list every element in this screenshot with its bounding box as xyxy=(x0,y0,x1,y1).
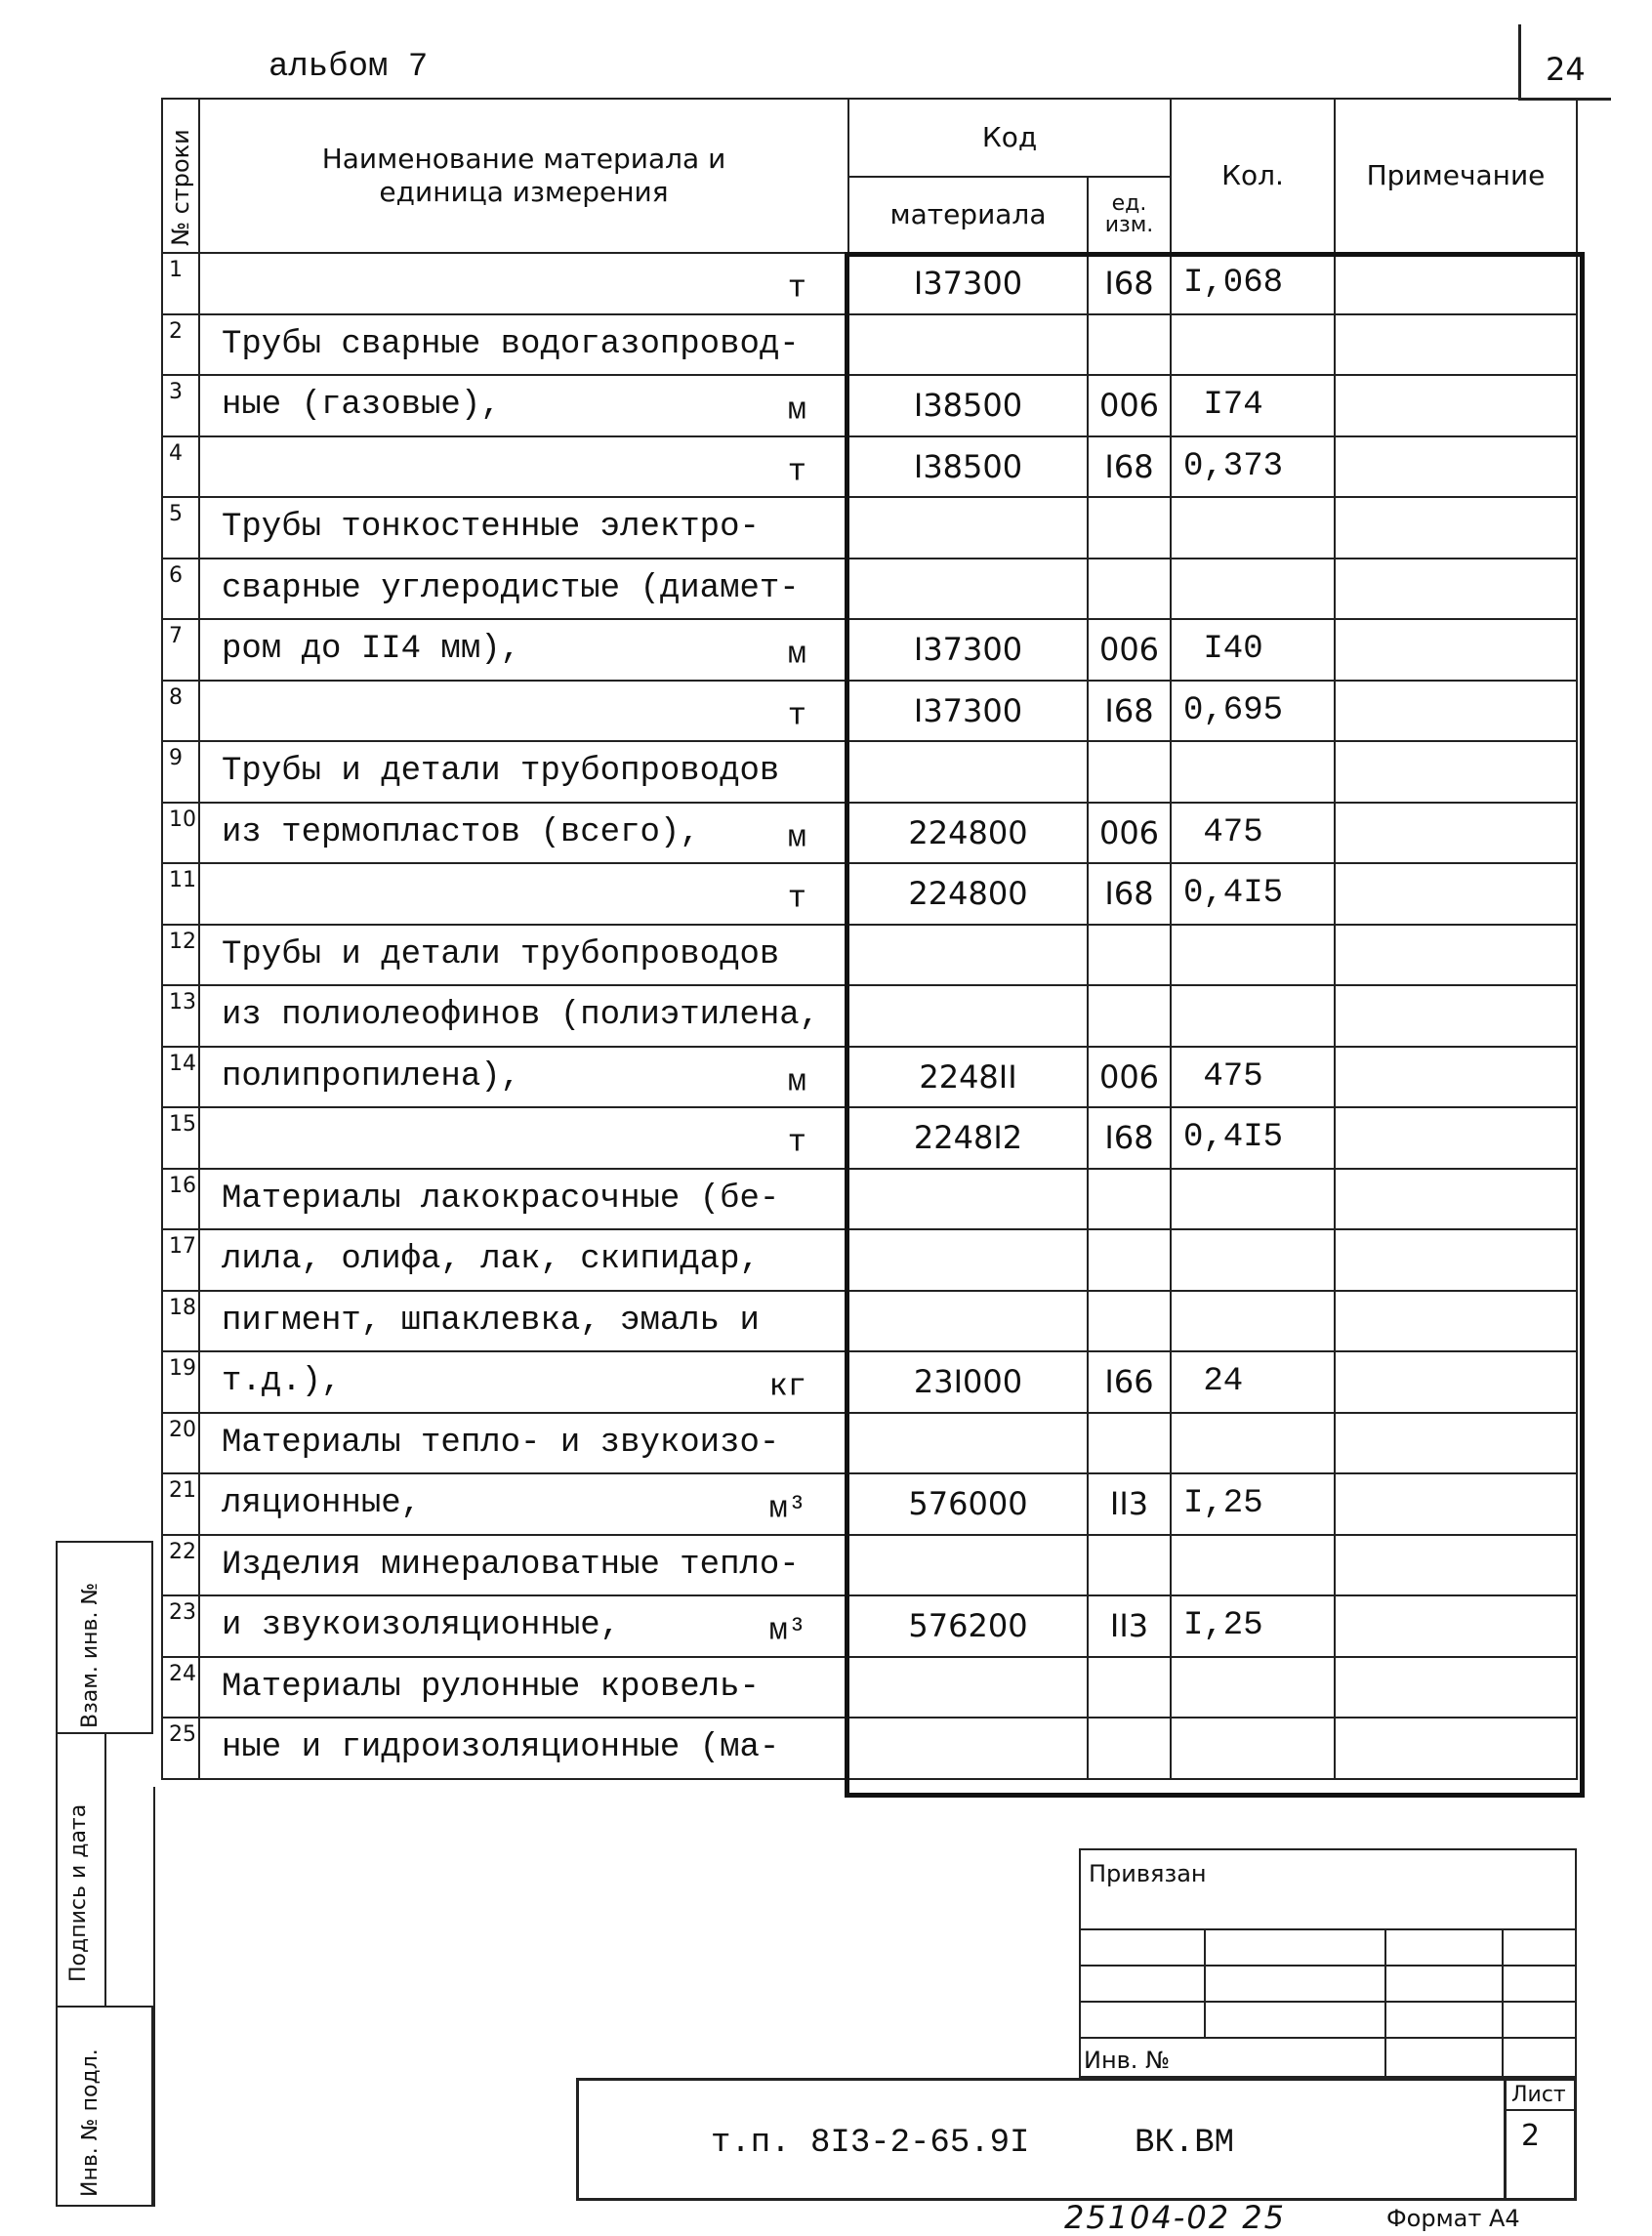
unit-code xyxy=(1088,1718,1171,1779)
row-number: 15 xyxy=(162,1107,199,1169)
table-row xyxy=(162,925,1577,986)
header-qty-label: Кол. xyxy=(1221,159,1284,191)
unit-label: т xyxy=(787,453,806,490)
material-code xyxy=(848,1291,1088,1352)
inv-no-label: Инв. № xyxy=(1084,2047,1171,2074)
sheet-label: Лист xyxy=(1511,2083,1566,2107)
unit-code: I66 xyxy=(1088,1351,1171,1413)
quantity: I40 xyxy=(1171,619,1335,681)
unit-code: II3 xyxy=(1088,1595,1171,1657)
quantity xyxy=(1171,985,1335,1047)
material-name-cell xyxy=(199,803,848,864)
row-number: 7 xyxy=(162,619,199,681)
row-number: 12 xyxy=(162,925,199,986)
quantity: 475 xyxy=(1171,803,1335,864)
table-row xyxy=(162,741,1577,803)
quantity xyxy=(1171,314,1335,376)
note xyxy=(1335,681,1577,742)
row-number: 17 xyxy=(162,1229,199,1291)
unit-code: II3 xyxy=(1088,1473,1171,1535)
quantity xyxy=(1171,1413,1335,1474)
note xyxy=(1335,1169,1577,1230)
material-name-cell xyxy=(199,681,848,742)
unit-code xyxy=(1088,1535,1171,1596)
material-code: 576200 xyxy=(848,1595,1088,1657)
handwritten-doc-code: 25104-02 25 xyxy=(1064,2199,1286,2236)
quantity: I74 xyxy=(1171,375,1335,436)
document-designation: т.п. 8I3-2-65.9I xyxy=(711,2125,1030,2162)
note xyxy=(1335,741,1577,803)
unit-label: м xyxy=(787,1063,806,1100)
table-row xyxy=(162,1169,1577,1230)
table-row xyxy=(162,1107,1577,1169)
header-code-material-label: материала xyxy=(889,198,1047,230)
page-number: 24 xyxy=(1546,51,1586,88)
material-name-cell xyxy=(199,375,848,436)
header-row-no xyxy=(162,99,199,253)
note xyxy=(1335,1047,1577,1108)
row-number: 23 xyxy=(162,1595,199,1657)
table-row xyxy=(162,863,1577,925)
header-code-unit xyxy=(1088,177,1171,253)
note xyxy=(1335,253,1577,314)
row-number: 2 xyxy=(162,314,199,376)
unit-code: I68 xyxy=(1088,863,1171,925)
note xyxy=(1335,1413,1577,1474)
quantity xyxy=(1171,497,1335,559)
row-number: 4 xyxy=(162,436,199,498)
note xyxy=(1335,985,1577,1047)
note xyxy=(1335,1535,1577,1596)
quantity: 24 xyxy=(1171,1351,1335,1413)
header-qty xyxy=(1171,99,1335,253)
material-code xyxy=(848,925,1088,986)
material-name-cell xyxy=(199,1229,848,1291)
sheet-number: 2 xyxy=(1521,2119,1541,2153)
material-name-cell xyxy=(199,1047,848,1108)
header-name xyxy=(199,99,848,253)
material-name-cell xyxy=(199,253,848,314)
quantity xyxy=(1171,1229,1335,1291)
quantity xyxy=(1171,1657,1335,1718)
material-name-cell xyxy=(199,1169,848,1230)
material-name-cell xyxy=(199,619,848,681)
material-code xyxy=(848,1413,1088,1474)
material-name: Трубы и детали трубопроводов xyxy=(222,753,780,791)
unit-code xyxy=(1088,1169,1171,1230)
material-code xyxy=(848,985,1088,1047)
note xyxy=(1335,1657,1577,1718)
row-number: 25 xyxy=(162,1718,199,1779)
material-code: I37300 xyxy=(848,619,1088,681)
unit-label: т xyxy=(787,880,806,917)
format-label: Формат А4 xyxy=(1386,2205,1520,2232)
quantity: 475 xyxy=(1171,1047,1335,1108)
sidebar-inv-label: Инв. № подл. xyxy=(78,2049,103,2197)
material-name: Материалы рулонные кровель- xyxy=(222,1668,760,1706)
material-name: и звукоизоляционные, xyxy=(222,1607,621,1645)
material-name-cell xyxy=(199,1535,848,1596)
sheet-label-line xyxy=(1504,2109,1577,2111)
unit-label: м³ xyxy=(768,1612,806,1649)
unit-code xyxy=(1088,1657,1171,1718)
row-number: 22 xyxy=(162,1535,199,1596)
material-code: 224800 xyxy=(848,803,1088,864)
row-number: 9 xyxy=(162,741,199,803)
unit-code: I68 xyxy=(1088,436,1171,498)
privyazan-label: Привязан xyxy=(1089,1860,1207,1887)
row-number: 6 xyxy=(162,559,199,620)
quantity xyxy=(1171,741,1335,803)
material-code xyxy=(848,1229,1088,1291)
material-code: 224800 xyxy=(848,863,1088,925)
note xyxy=(1335,863,1577,925)
material-code xyxy=(848,559,1088,620)
note xyxy=(1335,1718,1577,1779)
header-row-no-label: № строки xyxy=(167,129,194,246)
row-number: 24 xyxy=(162,1657,199,1718)
row-number: 11 xyxy=(162,863,199,925)
unit-code xyxy=(1088,314,1171,376)
album-label: альбом 7 xyxy=(268,49,429,86)
note xyxy=(1335,436,1577,498)
material-code xyxy=(848,1535,1088,1596)
table-row xyxy=(162,1535,1577,1596)
material-name-cell xyxy=(199,559,848,620)
material-code: 2248I2 xyxy=(848,1107,1088,1169)
material-name-cell xyxy=(199,925,848,986)
sidebar-vzam-label: Взам. инв. № xyxy=(78,1582,103,1728)
top-vertical-line xyxy=(1518,24,1521,101)
material-code: 576000 xyxy=(848,1473,1088,1535)
unit-label: т xyxy=(787,269,806,307)
unit-label: т xyxy=(787,1124,806,1161)
sidebar-podpis-label: Подпись и дата xyxy=(66,1803,91,1982)
material-code: I37300 xyxy=(848,253,1088,314)
row-number: 5 xyxy=(162,497,199,559)
row-number: 3 xyxy=(162,375,199,436)
material-name: ные (газовые), xyxy=(222,387,501,425)
unit-code xyxy=(1088,741,1171,803)
note xyxy=(1335,1351,1577,1413)
table-row xyxy=(162,1413,1577,1474)
material-name-cell xyxy=(199,1473,848,1535)
unit-label: м xyxy=(787,819,806,856)
sidebar-frame-line xyxy=(153,1787,155,2207)
note xyxy=(1335,1291,1577,1352)
header-note xyxy=(1335,99,1577,253)
material-name: ром до II4 мм), xyxy=(222,631,521,669)
unit-code: 006 xyxy=(1088,619,1171,681)
table-row xyxy=(162,681,1577,742)
material-name-cell xyxy=(199,1413,848,1474)
table-row xyxy=(162,803,1577,864)
unit-label: м³ xyxy=(768,1490,806,1527)
note xyxy=(1335,1595,1577,1657)
material-name: Трубы и детали трубопроводов xyxy=(222,935,780,973)
row-number: 20 xyxy=(162,1413,199,1474)
header-code xyxy=(848,99,1171,177)
header-name-label: Наименование материала и единица измерения xyxy=(321,143,726,208)
material-name: Материалы лакокрасочные (бе- xyxy=(222,1180,780,1218)
material-code xyxy=(848,314,1088,376)
note xyxy=(1335,1107,1577,1169)
quantity: I,25 xyxy=(1171,1595,1335,1657)
table-row xyxy=(162,436,1577,498)
note xyxy=(1335,497,1577,559)
material-name-cell xyxy=(199,1657,848,1718)
privyazan-vline-3 xyxy=(1502,1928,1504,2078)
material-name: лила, олифа, лак, скипидар, xyxy=(222,1241,760,1279)
material-name: из термопластов (всего), xyxy=(222,813,700,851)
unit-code: I68 xyxy=(1088,681,1171,742)
table-row xyxy=(162,497,1577,559)
material-code: I38500 xyxy=(848,436,1088,498)
unit-code: I68 xyxy=(1088,1107,1171,1169)
quantity: I,068 xyxy=(1171,253,1335,314)
header-note-label: Примечание xyxy=(1366,159,1546,191)
table-row xyxy=(162,1718,1577,1779)
unit-label: м xyxy=(787,392,806,429)
note xyxy=(1335,1229,1577,1291)
note xyxy=(1335,559,1577,620)
header-code-label: Код xyxy=(981,121,1038,153)
table-row xyxy=(162,1657,1577,1718)
note xyxy=(1335,1473,1577,1535)
quantity xyxy=(1171,1291,1335,1352)
table-row xyxy=(162,1229,1577,1291)
material-name: полипропилена), xyxy=(222,1057,521,1096)
unit-label: т xyxy=(787,697,806,734)
quantity xyxy=(1171,1169,1335,1230)
material-name: пигмент, шпаклевка, эмаль и xyxy=(222,1302,760,1340)
unit-code xyxy=(1088,1291,1171,1352)
quantity: 0,4I5 xyxy=(1171,1107,1335,1169)
row-number: 18 xyxy=(162,1291,199,1352)
unit-code xyxy=(1088,1413,1171,1474)
unit-code xyxy=(1088,559,1171,620)
table-row xyxy=(162,1047,1577,1108)
sidebar-vzam-cell xyxy=(56,1541,153,1734)
table-row xyxy=(162,314,1577,376)
material-code: I37300 xyxy=(848,681,1088,742)
unit-label: м xyxy=(787,636,806,673)
table-row xyxy=(162,985,1577,1047)
unit-code xyxy=(1088,985,1171,1047)
material-name-cell xyxy=(199,1107,848,1169)
table-row xyxy=(162,1351,1577,1413)
row-number: 8 xyxy=(162,681,199,742)
header-code-material xyxy=(848,177,1088,253)
material-code xyxy=(848,1169,1088,1230)
unit-code: 006 xyxy=(1088,1047,1171,1108)
material-code xyxy=(848,741,1088,803)
table-row xyxy=(162,559,1577,620)
table-row xyxy=(162,1473,1577,1535)
row-number: 14 xyxy=(162,1047,199,1108)
material-name-cell xyxy=(199,741,848,803)
quantity: I,25 xyxy=(1171,1473,1335,1535)
material-name-cell xyxy=(199,314,848,376)
note xyxy=(1335,314,1577,376)
note xyxy=(1335,803,1577,864)
quantity: 0,695 xyxy=(1171,681,1335,742)
material-name-cell xyxy=(199,985,848,1047)
material-code: 23I000 xyxy=(848,1351,1088,1413)
unit-code: 006 xyxy=(1088,375,1171,436)
material-name: из полиолеофинов (полиэтилена, xyxy=(222,997,820,1035)
material-name: Трубы сварные водогазопровод- xyxy=(222,325,800,363)
table-row xyxy=(162,253,1577,314)
material-code: 2248II xyxy=(848,1047,1088,1108)
material-name-cell xyxy=(199,1718,848,1779)
note xyxy=(1335,375,1577,436)
quantity xyxy=(1171,925,1335,986)
materials-table xyxy=(161,98,1578,1780)
material-name-cell xyxy=(199,497,848,559)
material-name-cell xyxy=(199,436,848,498)
unit-code xyxy=(1088,925,1171,986)
material-name-cell xyxy=(199,1291,848,1352)
material-code xyxy=(848,1657,1088,1718)
quantity: 0,4I5 xyxy=(1171,863,1335,925)
unit-label: кг xyxy=(768,1368,806,1405)
table-row xyxy=(162,1595,1577,1657)
unit-code xyxy=(1088,497,1171,559)
row-number: 19 xyxy=(162,1351,199,1413)
header-code-unit-label: ед. изм. xyxy=(1104,191,1154,237)
row-number: 13 xyxy=(162,985,199,1047)
unit-code: I68 xyxy=(1088,253,1171,314)
material-name: ные и гидроизоляционные (ма- xyxy=(222,1729,780,1767)
unit-code: 006 xyxy=(1088,803,1171,864)
material-code: I38500 xyxy=(848,375,1088,436)
material-name: сварные углеродистые (диамет- xyxy=(222,569,800,607)
table-row xyxy=(162,375,1577,436)
material-name: Трубы тонкостенные электро- xyxy=(222,509,760,547)
material-code xyxy=(848,1718,1088,1779)
row-number: 10 xyxy=(162,803,199,864)
section-code: ВК.ВМ xyxy=(1135,2125,1235,2162)
note xyxy=(1335,925,1577,986)
material-name: ляционные, xyxy=(222,1485,422,1523)
material-code xyxy=(848,497,1088,559)
table-row xyxy=(162,619,1577,681)
quantity: 0,373 xyxy=(1171,436,1335,498)
privyazan-vline-2 xyxy=(1384,1928,1386,2078)
material-name: Изделия минераловатные тепло- xyxy=(222,1546,800,1584)
material-name-cell xyxy=(199,1351,848,1413)
quantity xyxy=(1171,559,1335,620)
material-name-cell xyxy=(199,863,848,925)
sheet-divider xyxy=(1504,2078,1507,2201)
sidebar-inv-cell xyxy=(56,2006,153,2207)
note xyxy=(1335,619,1577,681)
privyazan-vline-1 xyxy=(1204,1928,1206,2039)
row-number: 21 xyxy=(162,1473,199,1535)
quantity xyxy=(1171,1718,1335,1779)
material-name: Материалы тепло- и звукоизо- xyxy=(222,1424,780,1462)
quantity xyxy=(1171,1535,1335,1596)
row-number: 16 xyxy=(162,1169,199,1230)
unit-code xyxy=(1088,1229,1171,1291)
row-number: 1 xyxy=(162,253,199,314)
material-name-cell xyxy=(199,1595,848,1657)
material-name: т.д.), xyxy=(222,1363,342,1401)
table-row xyxy=(162,1291,1577,1352)
